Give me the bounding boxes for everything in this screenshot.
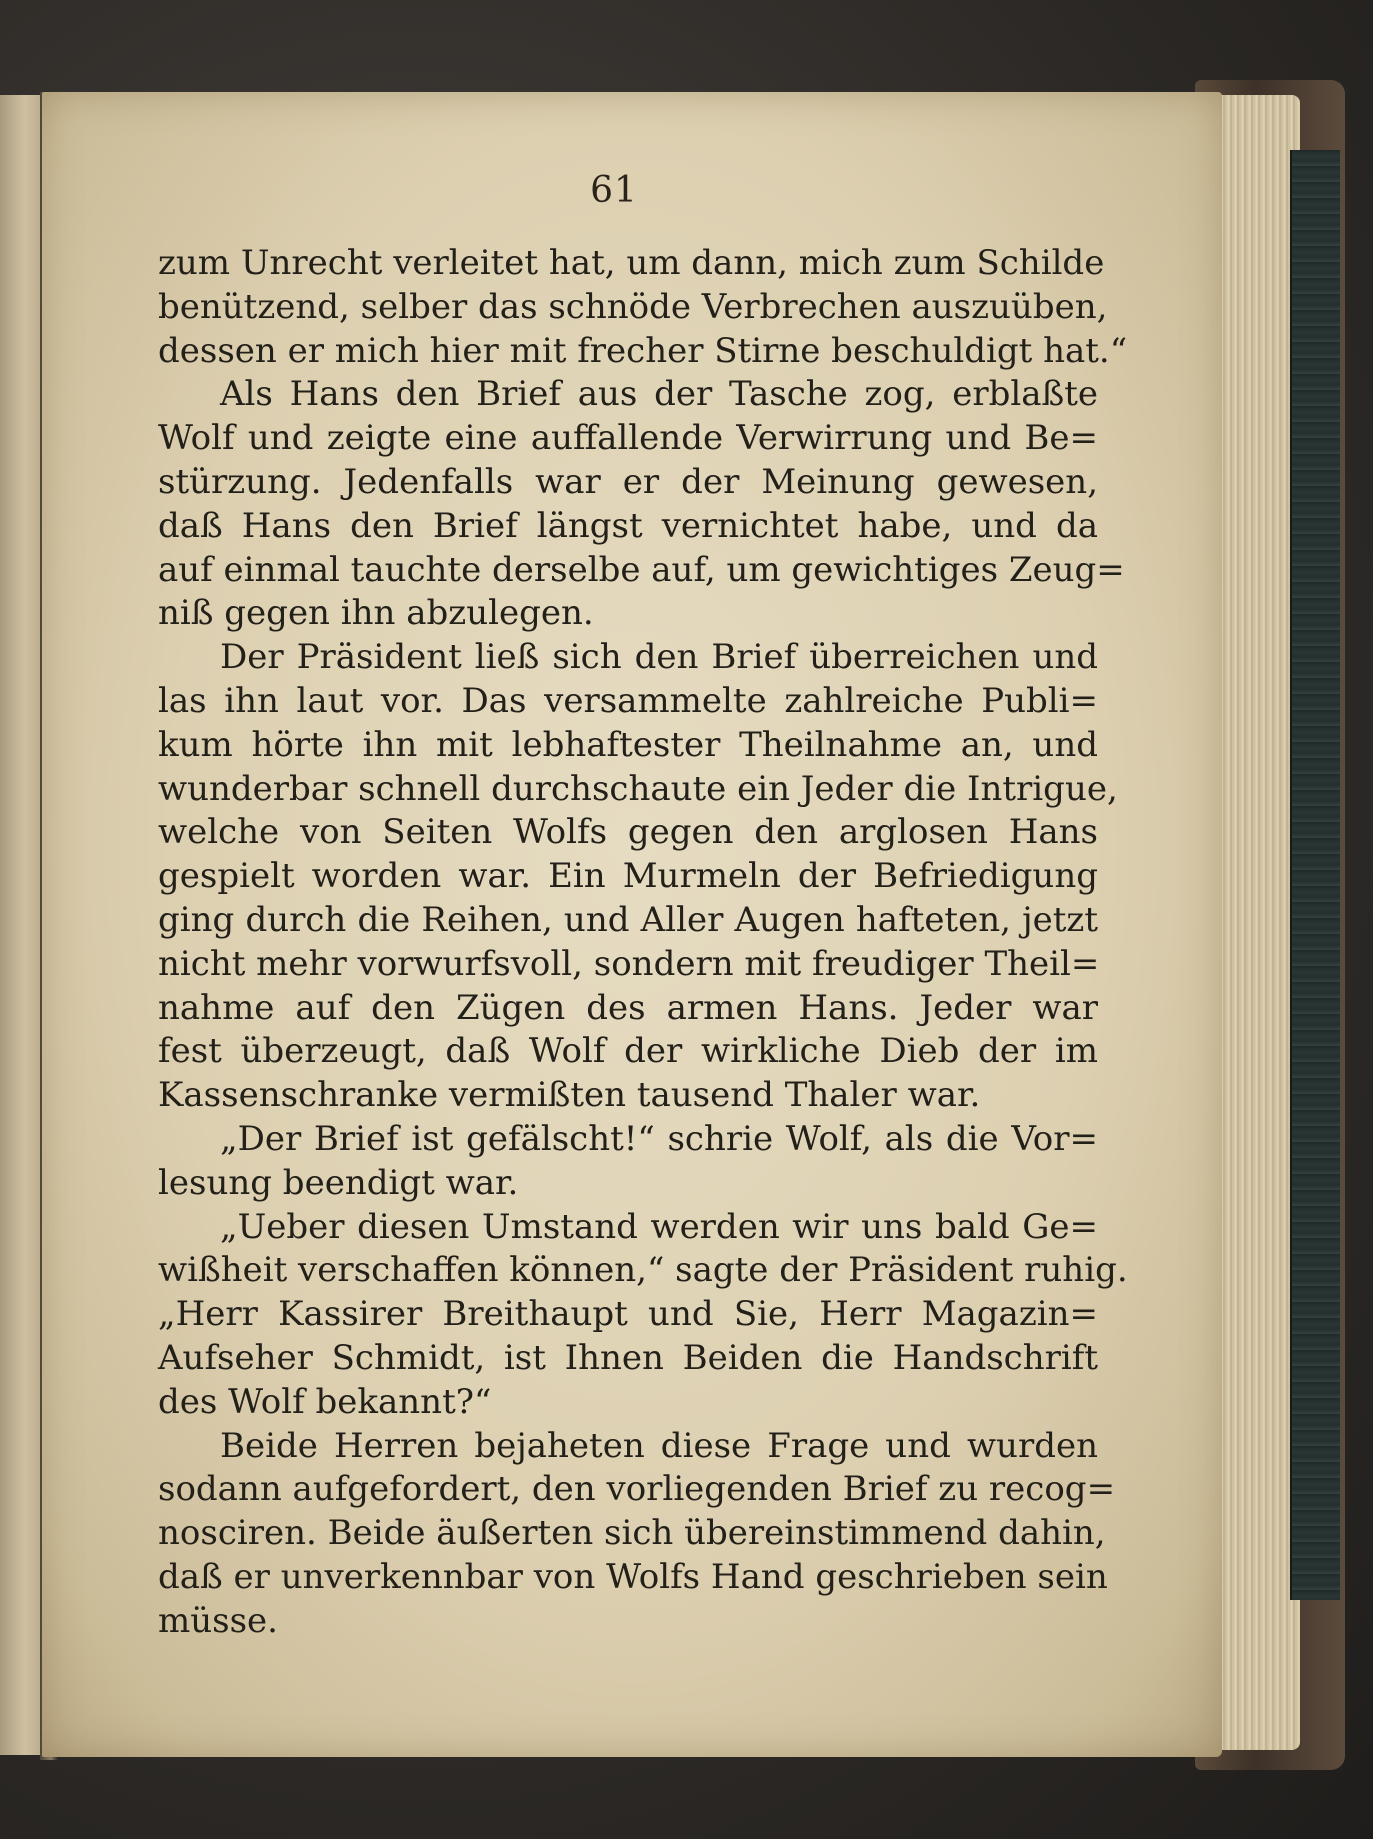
text-line: Aufseher Schmidt, ist Ihnen Beiden die Handschrift xyxy=(158,1337,1098,1378)
text-line: stürzung. Jedenfalls war er der Meinung gewesen, xyxy=(158,461,1098,502)
text-line: nicht mehr vorwurfsvoll, sondern mit freudiger Theil= xyxy=(158,943,1100,984)
text-line: benützend, selber das schnöde Verbrechen auszuüben, xyxy=(158,286,1108,327)
text-line: welche von Seiten Wolfs gegen den arglosen Hans xyxy=(158,812,1098,853)
text-line: wunderbar schnell durchschaute ein Jeder die Intrigue, xyxy=(158,768,1118,809)
text-line: Als Hans den Brief aus der Tasche zog, erblaßte xyxy=(220,374,1098,415)
text-line: „Herr Kassirer Breithaupt und Sie, Herr Magazin= xyxy=(158,1294,1098,1335)
text-line: kum hörte ihn mit lebhaftester Theilnahme an, und xyxy=(158,724,1098,765)
text-line: dessen er mich hier mit frecher Stirne beschuldigt hat.“ xyxy=(158,330,1128,371)
text-line: ging durch die Reihen, und Aller Augen hafteten, jetzt xyxy=(158,899,1098,940)
text-line: nahme auf den Zügen des armen Hans. Jeder war xyxy=(158,987,1098,1028)
text-line: lesung beendigt war. xyxy=(158,1162,519,1203)
text-line: daß Hans den Brief längst vernichtet habe, und da xyxy=(158,505,1098,546)
text-line: auf einmal tauchte derselbe auf, um gewichtiges Zeug= xyxy=(158,549,1125,590)
previous-page-edge xyxy=(0,95,44,1755)
text-line: las ihn laut vor. Das versammelte zahlreiche Publi= xyxy=(158,680,1098,721)
text-line: Beide Herren bejaheten diese Frage und wurden xyxy=(220,1425,1098,1466)
book-page xyxy=(42,92,1222,1757)
text-line: zum Unrecht verleitet hat, um dann, mich zum Schilde xyxy=(158,243,1105,283)
text-line: „Der Brief ist gefälscht!“ schrie Wolf, als die Vor= xyxy=(220,1118,1098,1159)
text-line: fest überzeugt, daß Wolf der wirkliche Dieb der im xyxy=(158,1031,1098,1072)
text-line: müsse. xyxy=(158,1600,278,1641)
text-line: niß gegen ihn abzulegen. xyxy=(158,593,594,634)
cover-spine-cloth xyxy=(1290,150,1340,1600)
text-line: „Ueber diesen Umstand werden wir uns bald Ge= xyxy=(220,1206,1098,1247)
text-line: des Wolf bekannt?“ xyxy=(158,1381,492,1422)
page-number: 61 xyxy=(590,170,638,211)
text-line: Der Präsident ließ sich den Brief überreichen und xyxy=(220,637,1098,678)
text-line: gespielt worden war. Ein Murmeln der Befriedigung xyxy=(158,856,1098,897)
text-line: nosciren. Beide äußerten sich übereinstimmend dahin, xyxy=(158,1513,1106,1554)
text-line: Kassenschranke vermißten tausend Thaler war. xyxy=(158,1075,981,1116)
text-line: Wolf und zeigte eine auffallende Verwirrung und Be= xyxy=(158,418,1098,459)
text-line: wißheit verschaffen können,“ sagte der Präsident ruhig. xyxy=(158,1250,1128,1291)
text-line: sodann aufgefordert, den vorliegenden Brief zu recog= xyxy=(158,1469,1116,1510)
text-line: daß er unverkennbar von Wolfs Hand geschrieben sein xyxy=(158,1556,1108,1597)
body-text xyxy=(158,242,1128,1644)
